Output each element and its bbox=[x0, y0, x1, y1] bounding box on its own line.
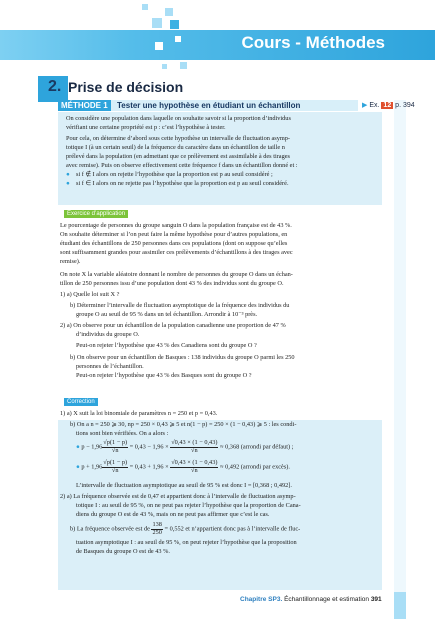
decor-square bbox=[142, 4, 148, 10]
question-1b: groupe O au seuil de 95 % dans un tel échantillon. Arrondir à 10⁻³ près. bbox=[76, 311, 258, 318]
formula-result: ≈ 0,368 (arrondi par défaut) ; bbox=[220, 443, 294, 451]
answer-2b: tuation asymptotique I : au seuil de 95 %, on peut rejeter l’hypothèse que la proposition bbox=[76, 539, 297, 546]
denominator: √n bbox=[111, 466, 119, 474]
denominator: √n bbox=[111, 446, 119, 454]
formula-upper bbox=[76, 460, 290, 474]
fraction bbox=[102, 460, 128, 474]
decor-square bbox=[175, 36, 181, 42]
method-rule: si f ∈ I alors on ne rejette pas l’hypothèse que la proportion est p au seuil considéré. bbox=[76, 180, 289, 187]
formula-term: = 0,43 + 1,96 × bbox=[129, 463, 169, 471]
formula-term: = 0,43 − 1,96 × bbox=[129, 443, 169, 451]
footer-chapter: Chapitre SP3. bbox=[240, 596, 283, 603]
exercise-text: étudiant des échantillons de 250 personnes dans ces populations (dont on suppose qu’elles bbox=[60, 240, 288, 247]
question-2b: personnes de l’échantillon. bbox=[76, 363, 144, 370]
answer-text: b) La fréquence observée est de bbox=[70, 525, 150, 533]
formula-term: p − 1,96 bbox=[81, 443, 103, 451]
header-banner bbox=[0, 30, 435, 60]
question-1a: 1) a) Quelle loi suit X ? bbox=[60, 291, 120, 298]
section-number-badge bbox=[38, 76, 68, 102]
method-text: totique I (à un certain seuil) de la fréquence du caractère dans un échantillon de taille n bbox=[66, 144, 285, 151]
ref-prefix: Ex. bbox=[369, 102, 380, 109]
bullet-icon: ● bbox=[76, 443, 80, 451]
denominator: 250 bbox=[152, 528, 162, 536]
fraction bbox=[151, 522, 162, 536]
answer-2a: totique I : au seuil de 95 %, on ne peut pas rejeter l’hypothèse que la proportion de Cana- bbox=[76, 502, 301, 509]
exercise-text: remise). bbox=[60, 258, 81, 265]
footer-tab bbox=[394, 592, 406, 619]
method-text: avec remise). Puis on observe effectivement cette fréquence f dans un échantillon donné et : bbox=[66, 162, 298, 169]
exercise-text: Le pourcentage de personnes du groupe sanguin O dans la population française est de 43 %. bbox=[60, 222, 292, 229]
bullet-icon: ● bbox=[66, 180, 70, 187]
formula-lower bbox=[76, 440, 293, 454]
question-2a: 2) a) On observe pour un échantillon de la population canadienne une proportion de 47 % bbox=[60, 322, 286, 329]
exercise-text: sont suffisamment grandes pour assimiler ces prélèvements d’échantillons à des tirages avec bbox=[60, 249, 293, 256]
decor-square bbox=[165, 8, 173, 16]
answer-2a: diens du groupe O est de 43 %, mais on ne peut pas affirmer que c’est le cas. bbox=[76, 511, 270, 518]
method-text: prélevé dans la population (en admettant que ce prélèvement est assimilable à des tirages bbox=[66, 153, 290, 160]
formula-result: ≈ 0,492 (arrondi par excès). bbox=[220, 463, 290, 471]
page-footer bbox=[240, 596, 382, 603]
question-2b: Peut-on rejeter l’hypothèse que 43 % des Basques sont du groupe O ? bbox=[76, 372, 252, 379]
denominator: √n bbox=[191, 466, 198, 474]
answer-1b: tions sont bien vérifiées. On a alors : bbox=[76, 430, 169, 437]
numerator: √0,43 × (1 − 0,43) bbox=[171, 439, 218, 446]
answer-text: = 0,552 et n’appartient donc pas à l’intervalle de fluc- bbox=[164, 525, 301, 533]
method-text: Pour cela, on détermine d’abord sous cette hypothèse un intervalle de fluctuation asymp- bbox=[66, 135, 290, 142]
fraction bbox=[170, 440, 218, 454]
method-text: On considère une population dans laquelle on souhaite savoir si la proportion d’individus bbox=[66, 115, 291, 122]
answer-2b bbox=[70, 522, 300, 536]
decor-square bbox=[155, 42, 163, 50]
fraction bbox=[170, 460, 218, 474]
answer-1b: b) On a n = 250 ⩾ 30, np = 250 × 0,43 ⩾ 5 et n(1 − p) = 250 × (1 − 0,43) ⩾ 5 : les condi- bbox=[70, 421, 297, 428]
answer-2a: 2) a) La fréquence observée est de 0,47 et appartient donc à l’intervalle de fluctuation asymp- bbox=[60, 493, 296, 500]
ref-page: p. 394 bbox=[395, 102, 415, 109]
decor-square bbox=[170, 20, 179, 29]
correction-label: Correction bbox=[64, 398, 98, 406]
section-number: 2. bbox=[48, 78, 62, 95]
answer-1b-interval: L’intervalle de fluctuation asymptotique au seuil de 95 % est donc I = [0,368 ; 0,492]. bbox=[76, 482, 292, 489]
bullet-icon: ● bbox=[66, 171, 70, 178]
footer-title: Échantillonnage et estimation bbox=[284, 596, 369, 603]
side-margin-bar bbox=[394, 100, 406, 592]
numerator: √0,43 × (1 − 0,43) bbox=[171, 459, 218, 466]
numerator: √p(1 − p) bbox=[103, 439, 128, 446]
question-2b: b) On observe pour un échantillon de Basques : 138 individus du groupe O parmi les 250 bbox=[70, 354, 295, 361]
answer-1a: 1) a) X suit la loi binomiale de paramètres n = 250 et p = 0,43. bbox=[60, 410, 218, 417]
decor-square bbox=[152, 18, 162, 28]
ref-number: 12 bbox=[383, 102, 392, 109]
method-tag: MÉTHODE 1 bbox=[58, 100, 111, 111]
answer-2b: de Basques du groupe O est de 43 %. bbox=[76, 548, 170, 555]
method-rule: si f ∉ I alors on rejette l’hypothèse que la proportion est p au seuil considéré ; bbox=[76, 171, 273, 178]
banner-title: Cours - Méthodes bbox=[241, 33, 385, 52]
fraction bbox=[102, 440, 128, 454]
question-1b: b) Déterminer l’intervalle de fluctuation asymptotique de la fréquence des individus du bbox=[70, 302, 290, 309]
exercise-text: On note X la variable aléatoire donnant le nombre de personnes du groupe O dans un échan- bbox=[60, 271, 293, 278]
formula-term: p + 1,96 bbox=[81, 463, 103, 471]
decor-square bbox=[162, 64, 167, 69]
denominator: √n bbox=[191, 446, 198, 454]
numerator: √p(1 − p) bbox=[103, 459, 128, 466]
decor-square bbox=[180, 62, 187, 69]
exercise-text: On souhaite déterminer si l’on peut faire la même hypothèse pour d’autres populations, en bbox=[60, 231, 288, 238]
method-text: vérifiant une certaine propriété est p : c’est l’hypothèse à tester. bbox=[66, 124, 226, 131]
triangle-icon: ▶ bbox=[362, 102, 368, 109]
numerator: 138 bbox=[152, 521, 162, 528]
method-exercise-ref[interactable] bbox=[362, 100, 415, 111]
exercise-label: Exercice d’application bbox=[64, 210, 128, 218]
method-title: Tester une hypothèse en étudiant un échantillon bbox=[117, 101, 301, 110]
question-2a: Peut-on rejeter l’hypothèse que 43 % des Canadiens sont du groupe O ? bbox=[76, 342, 257, 349]
exercise-text: tillon de 250 personnes issu d’une population dont 43 % des individus sont du groupe O. bbox=[60, 280, 284, 287]
bullet-icon: ● bbox=[76, 463, 80, 471]
question-2a: d’individus du groupe O. bbox=[76, 331, 140, 338]
page-number: 391 bbox=[370, 596, 382, 603]
section-title: Prise de décision bbox=[68, 79, 184, 95]
